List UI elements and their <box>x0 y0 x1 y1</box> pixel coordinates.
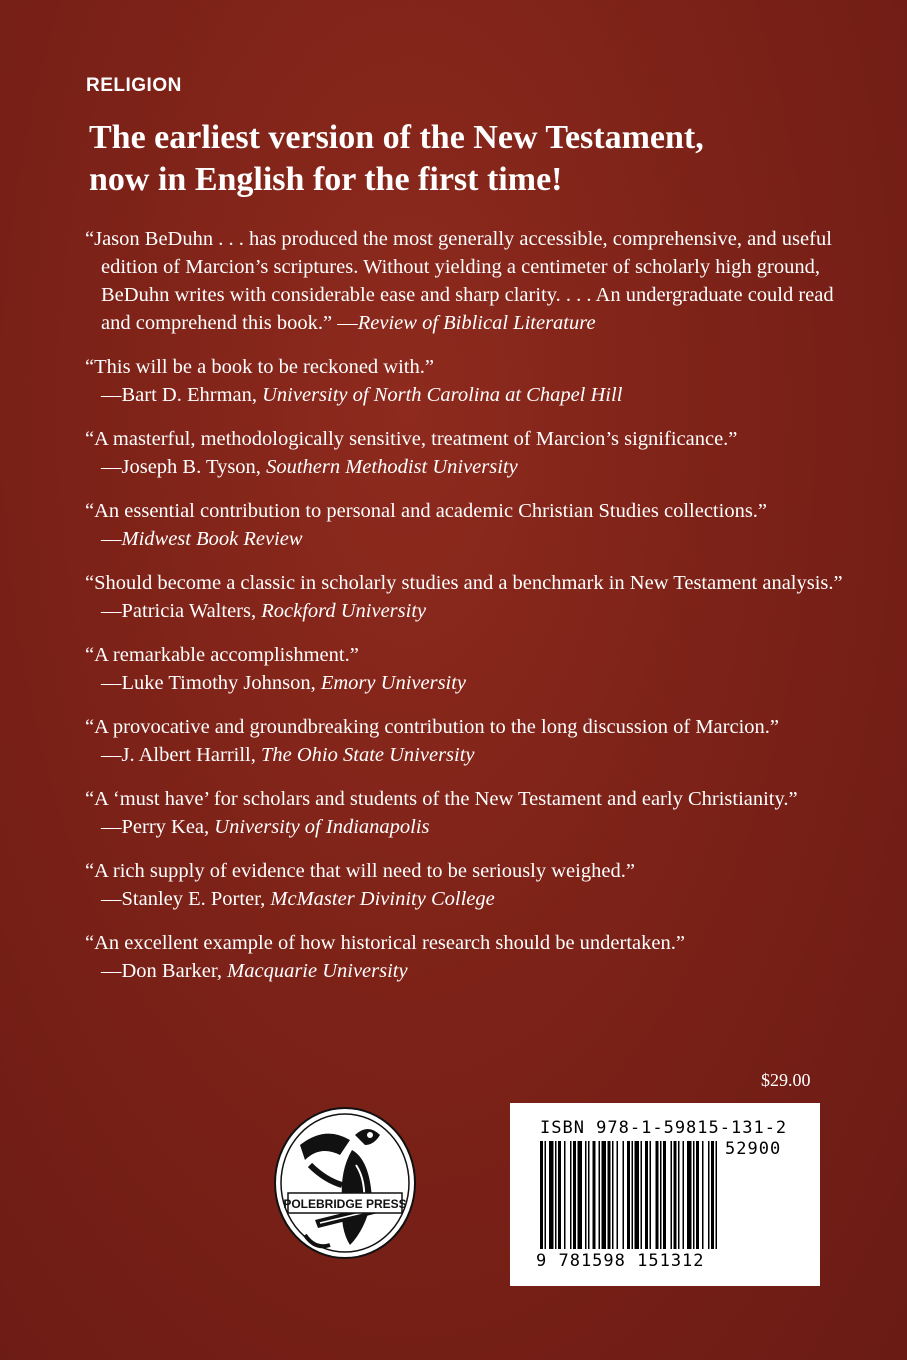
barcode-bar <box>687 1141 692 1249</box>
barcode-bar <box>588 1141 590 1249</box>
quote-author: — <box>101 528 122 550</box>
headline-line-1: The earliest version of the New Testament, <box>89 119 704 156</box>
headline-line-2: now in English for the first time! <box>89 161 563 198</box>
price-code: 52900 <box>725 1139 782 1159</box>
barcode-bar <box>558 1141 561 1249</box>
endorsement-quote <box>85 569 845 625</box>
barcode-bar <box>540 1141 543 1249</box>
quote-affiliation: Southern Methodist University <box>266 456 518 478</box>
barcode-bar <box>570 1141 572 1249</box>
barcode-bar <box>555 1141 557 1249</box>
barcode-bar <box>578 1141 583 1249</box>
endorsements-list <box>85 225 845 1001</box>
endorsement-quote <box>85 353 845 409</box>
quote-text: “An essential contribution to personal and academic Christian Studies collections.” <box>85 500 768 522</box>
barcode-bar <box>660 1141 662 1249</box>
category-label: RELIGION <box>86 75 182 96</box>
barcode-bar <box>708 1141 710 1249</box>
eagle-seal-icon <box>270 1105 420 1265</box>
quote-text: “A remarkable accomplishment.” <box>85 644 359 666</box>
quote-text: “A provocative and groundbreaking contribution to the long discussion of Marcion.” <box>85 716 779 738</box>
quote-affiliation: Rockford University <box>261 600 427 622</box>
barcode-bar <box>693 1141 695 1249</box>
quote-author: —Stanley E. Porter, <box>101 888 266 910</box>
barcode-bar <box>683 1141 685 1249</box>
quote-text: “Should become a classic in scholarly studies and a benchmark in New Testament analysis.” <box>85 572 843 594</box>
endorsement-quote <box>85 857 845 913</box>
barcode-bar <box>612 1141 614 1249</box>
quote-affiliation: McMaster Divinity College <box>270 888 495 910</box>
quote-author: —Perry Kea, <box>101 816 210 838</box>
quote-affiliation: University of North Carolina at Chapel Hill <box>262 384 623 406</box>
quote-author: —J. Albert Harrill, <box>101 744 256 766</box>
endorsement-quote <box>85 713 845 769</box>
quote-affiliation: Macquarie University <box>227 960 408 982</box>
barcode-bar <box>602 1141 607 1249</box>
quote-author: —Joseph B. Tyson, <box>101 456 261 478</box>
barcode-icon <box>538 1141 800 1253</box>
publisher-logo <box>270 1105 420 1270</box>
quote-author: —Luke Timothy Johnson, <box>101 672 316 694</box>
quote-affiliation: University of Indianapolis <box>214 816 430 838</box>
barcode-bar <box>599 1141 601 1249</box>
headline <box>89 117 849 201</box>
quote-text: “Jason BeDuhn . . . has produced the most generally accessible, comprehensive, and useful edition of Marcion’s scriptures. Without yielding a centimeter of scholarly high ground, BeDuhn writes with considerable ease and sharp clarity. . . . An undergraduate could read and comprehend this book.” <box>85 228 834 334</box>
barcode-bar <box>608 1141 611 1249</box>
endorsement-quote <box>85 929 845 985</box>
quote-author: —Patricia Walters, <box>101 600 257 622</box>
barcode-bar <box>696 1141 699 1249</box>
barcode-bar <box>545 1141 547 1249</box>
barcode-bar <box>617 1141 619 1249</box>
quote-affiliation: Emory University <box>320 672 467 694</box>
barcode-bar <box>711 1141 714 1249</box>
endorsement-quote <box>85 497 845 553</box>
barcode-bar <box>674 1141 677 1249</box>
endorsement-quote <box>85 641 845 697</box>
quote-text: “A ‘must have’ for scholars and students of the New Testament and early Christianity.” <box>85 788 798 810</box>
quote-affiliation: Review of Biblical Literature <box>357 312 596 334</box>
quote-affiliation: Midwest Book Review <box>121 528 303 550</box>
barcode-bar <box>702 1141 704 1249</box>
endorsement-quote <box>85 785 845 841</box>
quote-author: — <box>337 312 358 334</box>
barcode-bar <box>564 1141 566 1249</box>
endorsement-quote <box>85 225 845 337</box>
barcode-bar <box>645 1141 648 1249</box>
barcode-bar <box>632 1141 634 1249</box>
barcode-bar <box>656 1141 659 1249</box>
barcode-bar <box>549 1141 554 1249</box>
price-label: $29.00 <box>761 1070 811 1090</box>
barcode-digits: 9 781598 151312 <box>536 1251 705 1271</box>
barcode-bar <box>650 1141 652 1249</box>
barcode-bar <box>623 1141 625 1249</box>
quote-affiliation: The Ohio State University <box>261 744 475 766</box>
publisher-name: POLEBRIDGE PRESS <box>283 1197 407 1211</box>
barcode-bar <box>641 1141 643 1249</box>
barcode-bar <box>573 1141 576 1249</box>
isbn-text: ISBN 978-1-59815-131-2 <box>540 1118 788 1138</box>
endorsement-quote <box>85 425 845 481</box>
quote-author: —Don Barker, <box>101 960 223 982</box>
barcode-bar <box>663 1141 666 1249</box>
quote-author: —Bart D. Ehrman, <box>101 384 257 406</box>
quote-text: “This will be a book to be reckoned with.” <box>85 356 434 378</box>
barcode-bar <box>585 1141 587 1249</box>
barcode-bar <box>678 1141 680 1249</box>
quote-text: “A masterful, methodologically sensitive, treatment of Marcion’s significance.” <box>85 428 738 450</box>
quote-text: “An excellent example of how historical research should be undertaken.” <box>85 932 685 954</box>
barcode-bar <box>593 1141 596 1249</box>
barcode-bar <box>671 1141 673 1249</box>
quote-text: “A rich supply of evidence that will need to be seriously weighed.” <box>85 860 635 882</box>
barcode-box <box>510 1103 820 1286</box>
barcode-bar <box>716 1141 718 1249</box>
barcode-bar <box>627 1141 630 1249</box>
barcode-bar <box>635 1141 640 1249</box>
